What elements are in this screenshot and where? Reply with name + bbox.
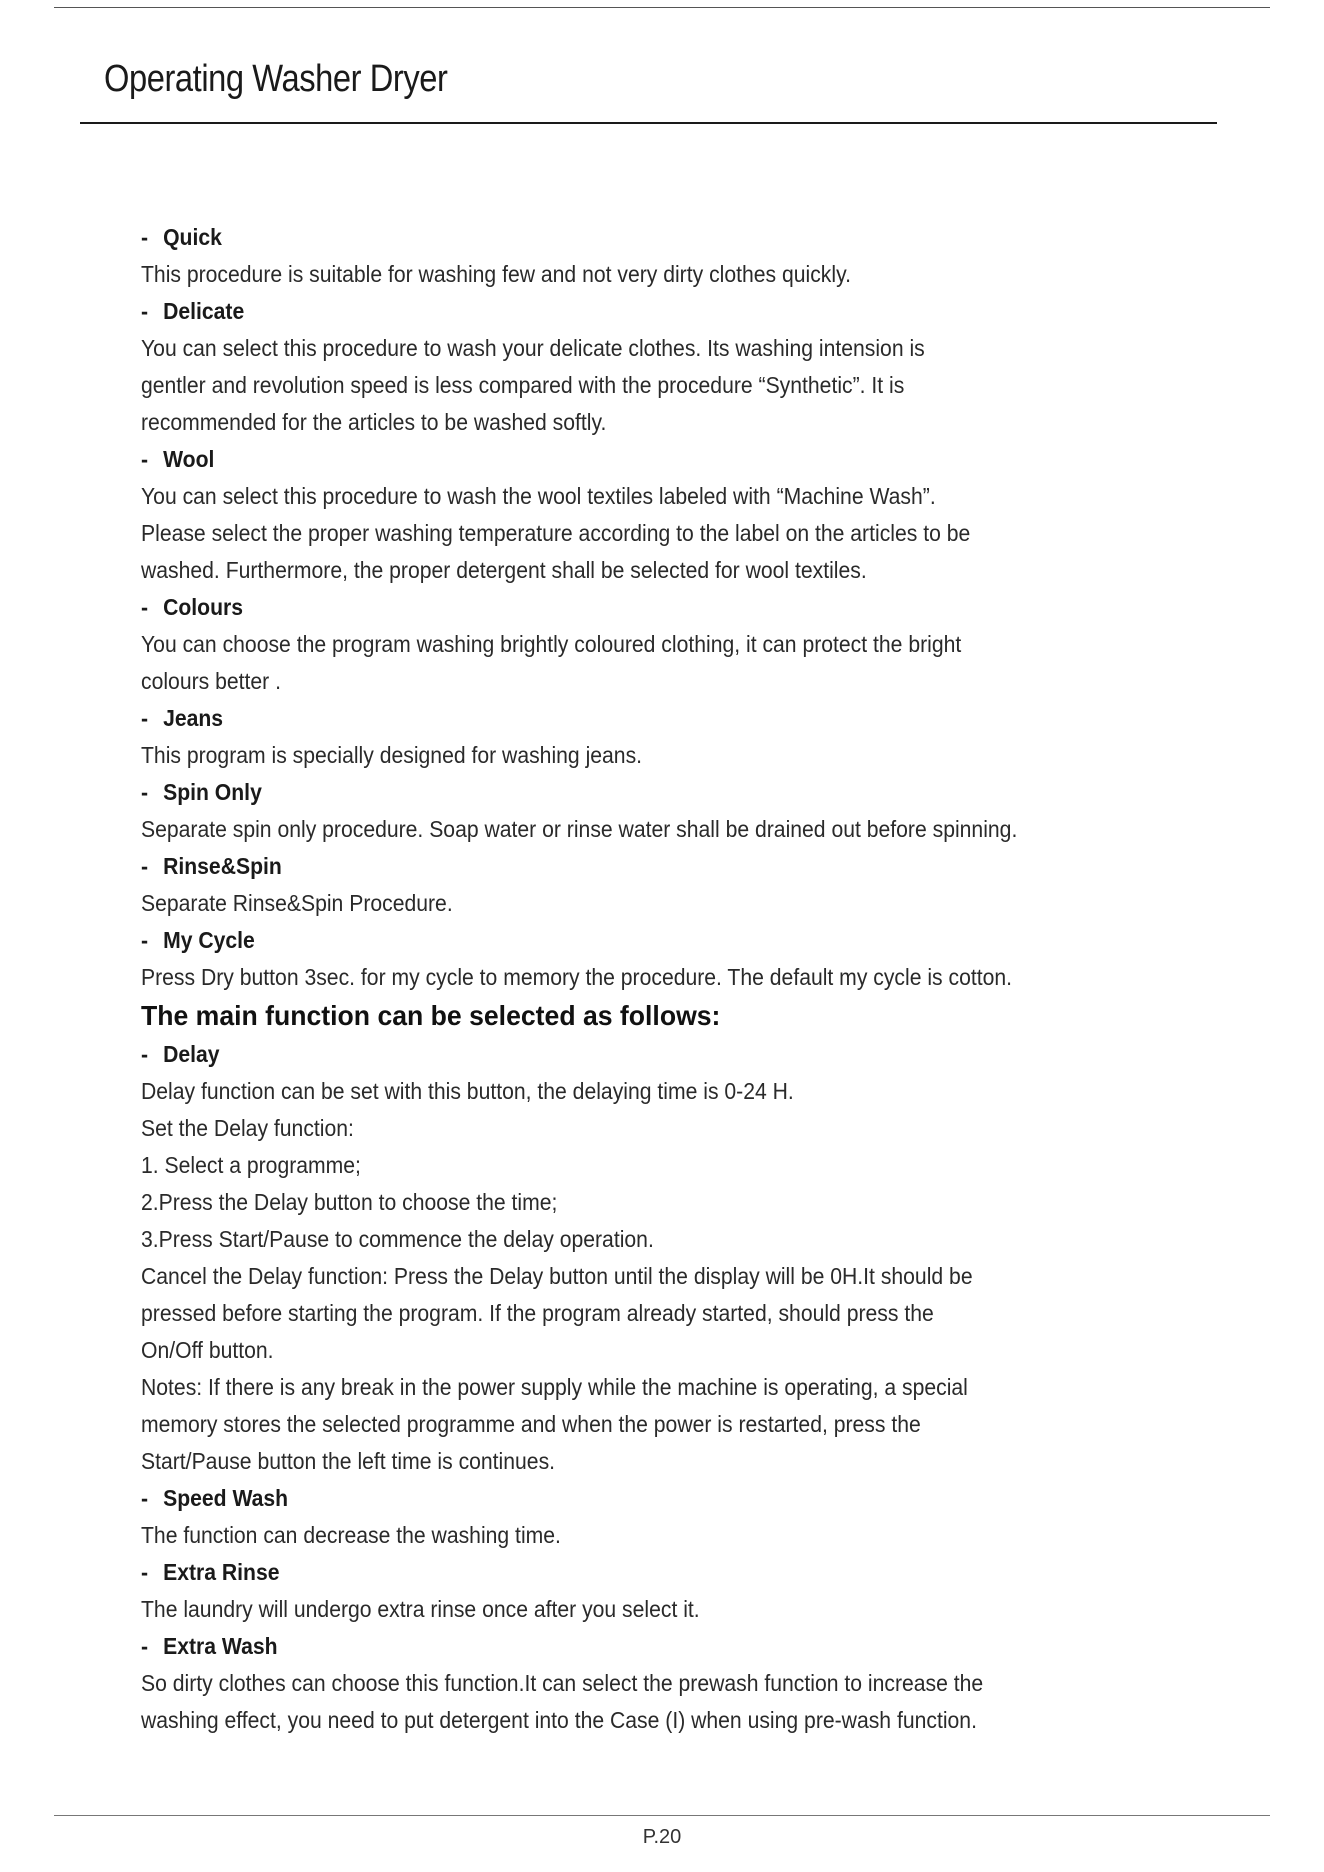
section-jeans: [141, 700, 1241, 774]
section-heading-text: My Cycle: [163, 927, 255, 953]
body-line: Set the Delay function:: [141, 1115, 354, 1141]
bullet-dash: -: [141, 1559, 149, 1585]
body-line: 3.Press Start/Pause to commence the delay operation.: [141, 1226, 654, 1252]
section-heading: [141, 1628, 1153, 1665]
section-heading: [141, 774, 1153, 811]
body-line: 2.Press the Delay button to choose the time;: [141, 1189, 558, 1215]
body-line: Notes: If there is any break in the power supply while the machine is operating, a special: [141, 1374, 968, 1400]
body-line: washed. Furthermore, the proper detergent shall be selected for wool textiles.: [141, 557, 867, 583]
bottom-rule: [54, 1815, 1270, 1816]
section-heading: [141, 1554, 1153, 1591]
body-line: Separate spin only procedure. Soap water or rinse water shall be drained out before spinning.: [141, 816, 1018, 842]
body-line: Start/Pause button the left time is continues.: [141, 1448, 556, 1474]
section-heading: [141, 700, 1153, 737]
top-rule: [54, 7, 1270, 8]
section-delicate: [141, 293, 1241, 441]
section-heading-text: Delay: [163, 1041, 220, 1067]
section-colours: [141, 589, 1241, 700]
body-line: This procedure is suitable for washing few and not very dirty clothes quickly.: [141, 261, 851, 287]
bullet-dash: -: [141, 224, 149, 250]
section-my-cycle: [141, 922, 1241, 996]
body-line: colours better .: [141, 668, 281, 694]
section-speed-wash: [141, 1480, 1241, 1554]
body-line: So dirty clothes can choose this function.It can select the prewash function to increase the: [141, 1670, 984, 1696]
section-heading-text: Extra Wash: [163, 1633, 278, 1659]
main-function-heading: The main function can be selected as follows:: [141, 1000, 721, 1031]
bullet-dash: -: [141, 779, 149, 805]
body-line: Please select the proper washing temperature according to the label on the articles to be: [141, 520, 971, 546]
section-spin-only: [141, 774, 1241, 848]
section-heading-text: Rinse&Spin: [163, 853, 282, 879]
section-heading: [141, 441, 1153, 478]
body-line: The laundry will undergo extra rinse once after you select it.: [141, 1596, 700, 1622]
body-line: pressed before starting the program. If the program already started, should press the: [141, 1300, 934, 1326]
bullet-dash: -: [141, 1633, 149, 1659]
section-wool: [141, 441, 1241, 589]
bullet-dash: -: [141, 853, 149, 879]
section-heading: [141, 1036, 1153, 1073]
body-line: The function can decrease the washing time.: [141, 1522, 561, 1548]
section-heading-text: Colours: [163, 594, 244, 620]
section-extra-rinse: [141, 1554, 1241, 1628]
body-line: You can choose the program washing brightly coloured clothing, it can protect the bright: [141, 631, 962, 657]
section-heading-text: Extra Rinse: [163, 1559, 280, 1585]
function-descriptions: [141, 1036, 1241, 1739]
bullet-dash: -: [141, 927, 149, 953]
body-line: Delay function can be set with this button, the delaying time is 0-24 H.: [141, 1078, 794, 1104]
title-rule: [80, 122, 1217, 124]
body-line: This program is specially designed for washing jeans.: [141, 742, 643, 768]
section-heading: [141, 922, 1153, 959]
body-line: On/Off button.: [141, 1337, 274, 1363]
body-line: Press Dry button 3sec. for my cycle to memory the procedure. The default my cycle is cotton.: [141, 964, 1013, 990]
section-rinse-spin: [141, 848, 1241, 922]
page-title: Operating Washer Dryer: [104, 58, 448, 100]
body-line: Cancel the Delay function: Press the Delay button until the display will be 0H.It should be: [141, 1263, 973, 1289]
body-line: 1. Select a programme;: [141, 1152, 361, 1178]
bullet-dash: -: [141, 1485, 149, 1511]
bullet-dash: -: [141, 1041, 149, 1067]
section-heading: [141, 219, 1153, 256]
bullet-dash: -: [141, 705, 149, 731]
body-line: memory stores the selected programme and when the power is restarted, press the: [141, 1411, 921, 1437]
bullet-dash: -: [141, 298, 149, 324]
section-heading-text: Spin Only: [163, 779, 262, 805]
section-heading-text: Speed Wash: [163, 1485, 289, 1511]
body-line: Separate Rinse&Spin Procedure.: [141, 890, 453, 916]
body-line: You can select this procedure to wash your delicate clothes. Its washing intension is: [141, 335, 925, 361]
section-heading-text: Delicate: [163, 298, 245, 324]
page-number: P.20: [642, 1826, 682, 1848]
body-line: washing effect, you need to put detergent into the Case (I) when using pre-wash function.: [141, 1707, 977, 1733]
program-descriptions: [141, 219, 1241, 996]
section-extra-wash: [141, 1628, 1241, 1739]
section-heading: [141, 589, 1153, 626]
section-heading: [141, 848, 1153, 885]
bullet-dash: -: [141, 594, 149, 620]
bullet-dash: -: [141, 446, 149, 472]
section-delay: [141, 1036, 1241, 1480]
body-line: recommended for the articles to be washed softly.: [141, 409, 607, 435]
body-line: gentler and revolution speed is less compared with the procedure “Synthetic”. It is: [141, 372, 905, 398]
body-line: You can select this procedure to wash the wool textiles labeled with “Machine Wash”.: [141, 483, 936, 509]
section-heading-text: Jeans: [163, 705, 224, 731]
section-heading: [141, 1480, 1153, 1517]
section-quick: [141, 219, 1241, 293]
content: [141, 219, 1241, 1739]
section-heading-text: Wool: [163, 446, 215, 472]
section-heading: [141, 293, 1153, 330]
section-heading-text: Quick: [163, 224, 222, 250]
